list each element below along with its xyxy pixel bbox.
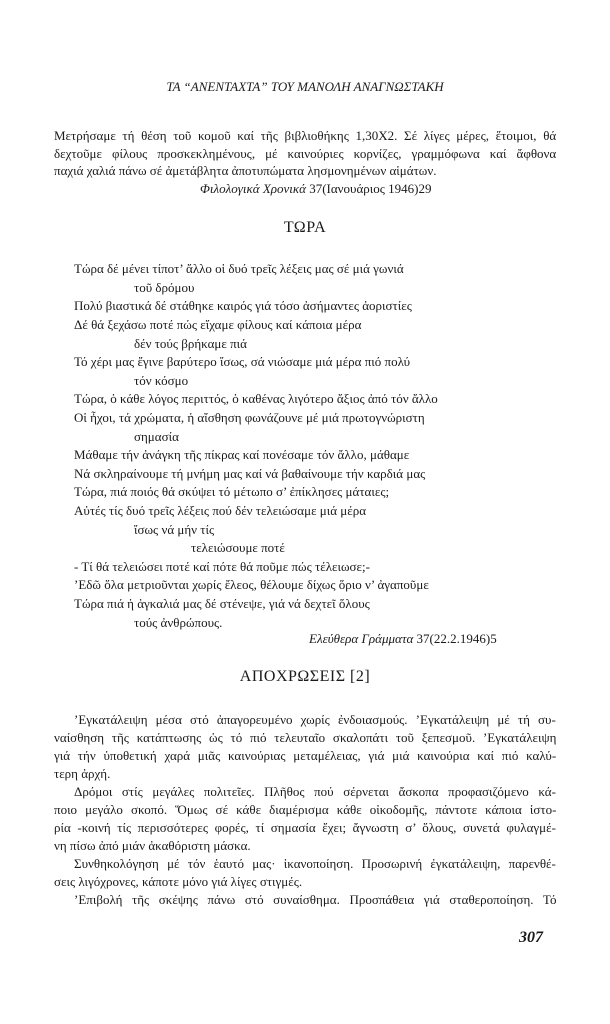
poem-line: ’Εδῶ ὅλα μετριοῦνται χωρίς ἔλεος, θέλουμε δίχως ὅριο ν’ ἀγαποῦμε: [74, 577, 429, 592]
prose-line: γιά τήν ὑποθετική χαρά μιᾶς καινούριας μεταμέλειας, γιά μιά καινούρια καί πιό καλύ-: [54, 748, 557, 763]
poem-line: ἴσως νά μήν τίς: [134, 522, 215, 537]
prose-line: Συνθηκολόγηση μέ τόν ἑαυτό μας· ἱκανοποίηση. Προσωρινή ἐγκατάλειψη, παρενθέ-: [74, 856, 556, 871]
poem-line: τοῦ δρόμου: [134, 280, 195, 295]
prose-line: ’Επιβολή τῆς σκέψης πάνω στό συναίσθημα. Προσπάθεια γιά σταθεροποίηση. Τό: [74, 892, 557, 907]
poem-line: δέν τούς βρήκαμε πιά: [134, 336, 247, 351]
poem-line: Πολύ βιαστικά δέ στάθηκε καιρός γιά τόσο ἀσήμαντες ἀοριστίες: [74, 298, 412, 313]
article-title: ΤΑ “ΑΝΕΝΤΑΧΤΑ” ΤΟΥ ΜΑΝΟΛΗ ΑΝΑΓΝΩΣΤΑΚΗ: [166, 79, 444, 94]
poem-line: Νά σκληραίνουμε τή μνήμη μας καί νά βαθαίνουμε τήν καρδιά μας: [74, 466, 426, 481]
poem-line: τελειώσουμε ποτέ: [191, 540, 285, 555]
prose-line: Δρόμοι στίς μεγάλες πολιτεῖες. Πλῆθος πού σέρνεται ἄσκοπα προφασιζόμενο κά-: [74, 784, 556, 799]
poem-source-journal: Ελεύθερα Γράμματα: [309, 631, 414, 646]
poem-line: Μάθαμε τήν ἀνάγκη τῆς πίκρας καί πονέσαμε τόν ἄλλο, μάθαμε: [74, 447, 410, 462]
poem-line: Τώρα, πιά ποιός θά σκύψει τό μέτωπο σ’ ἐπίκλησες μάταιες;: [74, 484, 390, 499]
prose-line: ποιο μεγάλο σκοπό. Ὅμως σέ κάθε διαμέρισμα κάθε οἰκοδομῆς, πάντοτε κάποια ἱστο-: [54, 802, 557, 817]
poem-line: - Τί θά τελειώσει ποτέ καί πότε θά ποῦμε πώς τέλειωσε;-: [74, 559, 370, 574]
poem-line: τόν κόσμο: [134, 373, 189, 388]
prose-line: σεις λιγόχρονες, κάποτε μόνο γιά λίγες στιγμές.: [54, 874, 303, 889]
poem-line: Τώρα δέ μένει τίποτ’ ἄλλο οἱ δυό τρεῖς λέξεις μας σέ μιά γωνιά: [74, 261, 404, 276]
intro-source-journal: Φιλολογικά Χρονικά: [200, 181, 306, 196]
intro-source: [200, 181, 432, 197]
poem-line: Τό χέρι μας ἔγινε βαρύτερο ἴσως, σά νιώσαμε μιά μέρα πιό πολύ: [74, 354, 411, 369]
intro-line: Μετρήσαμε τή θέση τοῦ κομοῦ καί τῆς βιβλιοθήκης 1,30Χ2. Σέ λίγες μέρες, ἕτοιμοι, θά: [54, 128, 557, 143]
prose-line: νη πίσω ἀπό μιάν ἀκαθόριστη μάσκα.: [54, 838, 251, 853]
intro-line: δεχτοῦμε φίλους προσκεκλημένους, μέ καινούριες κορνίζες, γραμμόφωνα καί ἄφθονα: [54, 146, 557, 161]
poem-line: Τώρα, ὁ κάθε λόγος περιττός, ὁ καθένας λιγότερο ἄξιος ἀπό τόν ἄλλο: [74, 391, 438, 406]
prose-line: ρία -κοινή τίς περισσότερες φορές, τί σημασία ἔχει; ἄγνωστη σ’ ὅλους, συνετά φυλαγμέ-: [54, 820, 556, 835]
poem-line: Αὐτές τίς δυό τρεῖς λέξεις πού δέν τελειώσαμε μιά μέρα: [74, 503, 367, 518]
poem-line: Τώρα πιά ἡ ἀγκαλιά μας δέ στένεψε, γιά νά δεχτεῖ ὅλους: [74, 596, 370, 611]
intro-line: παχιά χαλιά πάνω σέ ἀμετάβλητα ἀποτυπώματα λησμονημένων αἱμάτων.: [54, 163, 437, 178]
section-title: ΑΠΟΧΡΩΣΕΙΣ [2]: [239, 668, 371, 685]
poem-source: [309, 631, 497, 647]
prose-line: ’Εγκατάλειψη μέσα στό ἀπαγορευμένο χωρίς ἐνδοιασμούς. ’Εγκατάλειψη μέ τή συ-: [74, 712, 556, 727]
poem-line: σημασία: [134, 429, 179, 444]
intro-source-issue: 37(Ιανουάριος 1946)29: [305, 181, 432, 196]
prose-line: ναίσθηση τῆς κατάπτωσης ὡς τό πιό τελευταῖο σκαλοπάτι τοῦ ξεπεσμοῦ. ’Εγκατάλειψη: [54, 730, 557, 745]
poem-title: ΤΩΡΑ: [283, 219, 327, 236]
page-number: 307: [519, 929, 543, 946]
poem-line: Δέ θά ξεχάσω ποτέ πώς εἴχαμε φίλους καί κάποια μέρα: [74, 317, 362, 332]
poem-line: τούς ἀνθρώπους.: [134, 615, 223, 630]
prose-line: τερη ἀρχή.: [54, 766, 111, 781]
poem-source-issue: 37(22.2.1946)5: [413, 631, 497, 646]
poem-line: Οἱ ἦχοι, τά χρώματα, ἡ αἴσθηση φωνάζουνε μέ μιά πρωτογνώριστη: [74, 410, 425, 425]
